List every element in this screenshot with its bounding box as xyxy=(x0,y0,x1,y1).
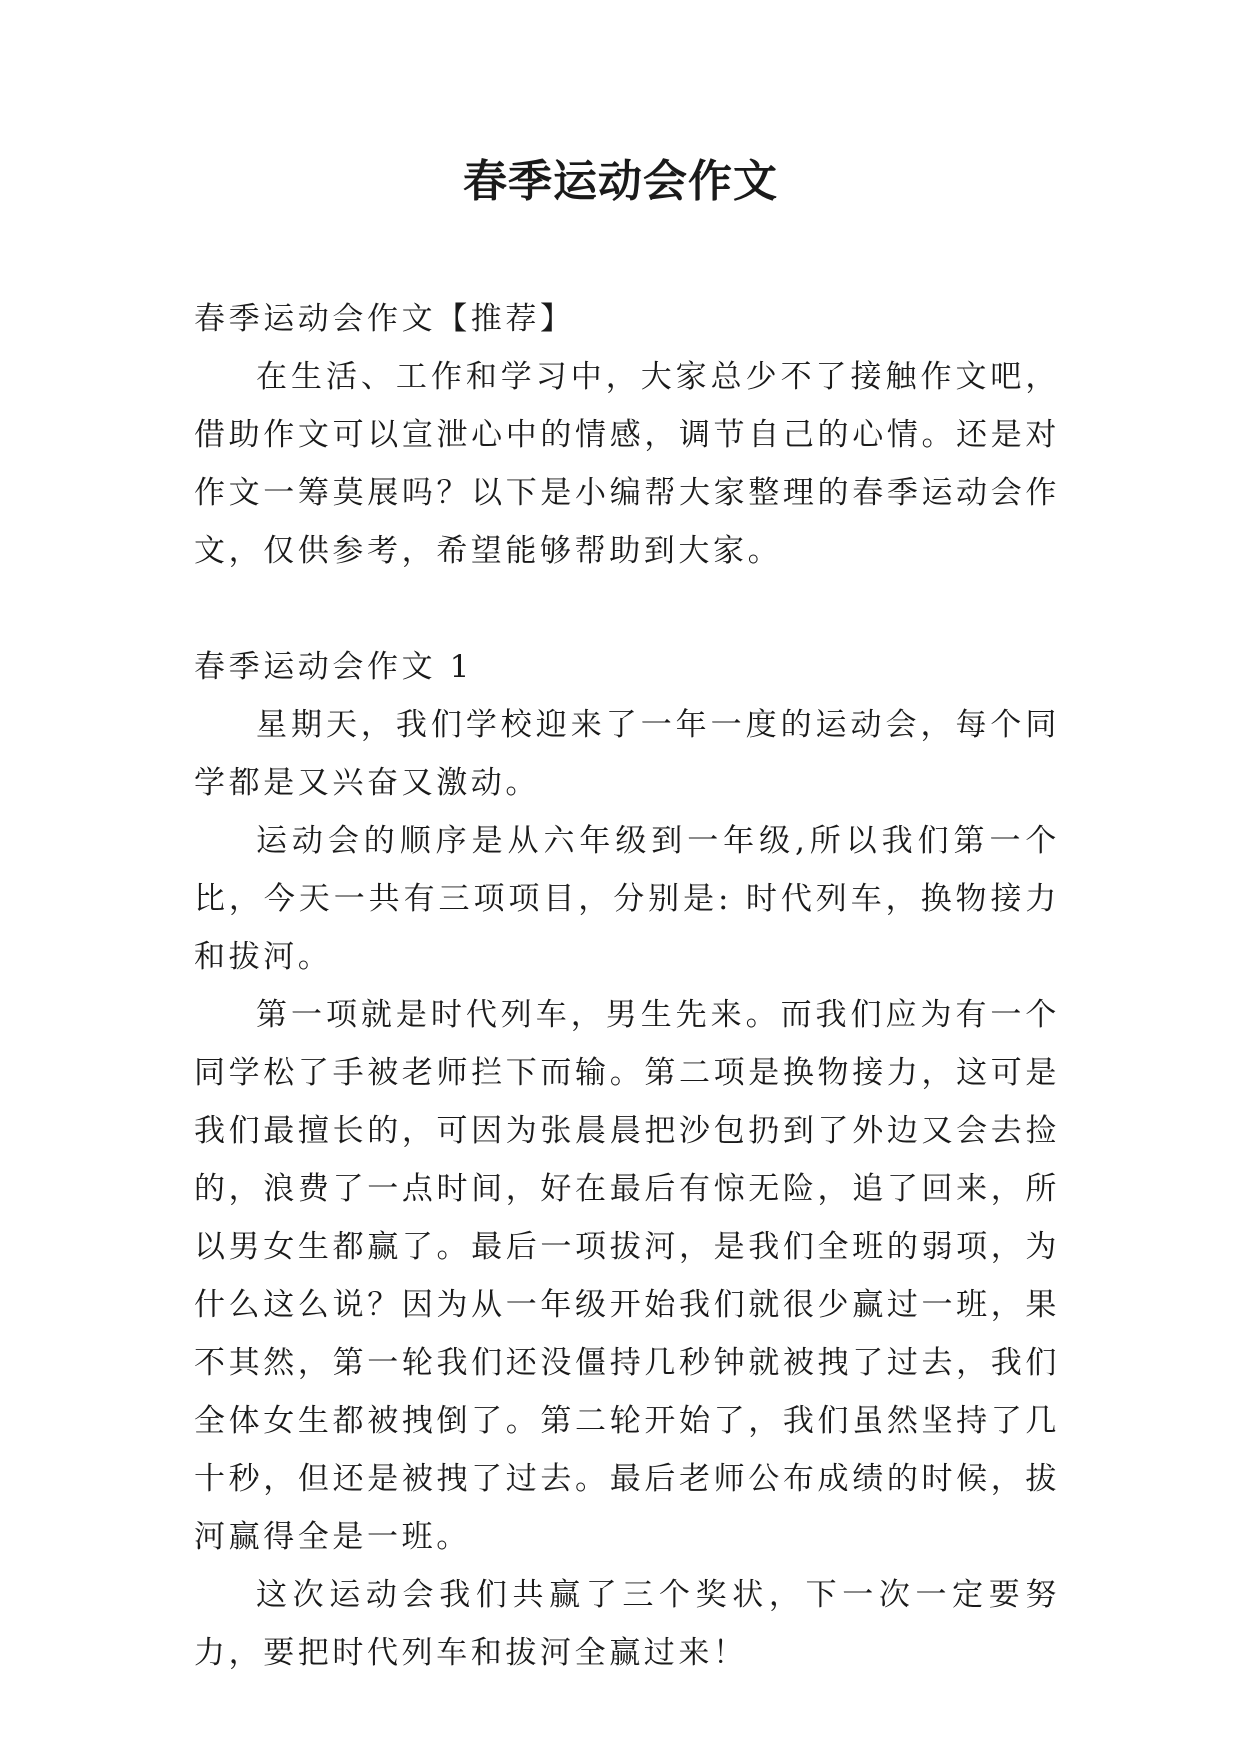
document-body xyxy=(194,290,1060,1682)
body-paragraph-4: 这次运动会我们共赢了三个奖状，下一次一定要努力，要把时代列车和拔河全赢过来！ xyxy=(194,1577,1060,1671)
body-paragraph-1: 星期天，我们学校迎来了一年一度的运动会，每个同学都是又兴奋又激动。 xyxy=(194,707,1060,801)
subtitle-heading: 春季运动会作文【推荐】 xyxy=(194,301,575,337)
body-paragraph-3: 第一项就是时代列车，男生先来。而我们应为有一个同学松了手被老师拦下而输。第二项是换物接力，这可是我们最擅长的，可因为张晨晨把沙包扔到了外边又会去捡的，浪费了一点时间，好在最后有惊无险，追了回来，所以男女生都赢了。最后一项拔河，是我们全班的弱项，为什么这么说？因为从一年级开始我们就很少赢过一班，果不其然，第一轮我们还没僵持几秒钟就被拽了过去，我们全体女生都被拽倒了。第二轮开始了，我们虽然坚持了几十秒，但还是被拽了过去。最后老师公布成绩的时候，拔河赢得全是一班。 xyxy=(194,997,1060,1555)
section-heading: 春季运动会作文 1 xyxy=(194,649,473,685)
document-title: 春季运动会作文 xyxy=(463,156,778,207)
body-paragraph-2: 运动会的顺序是从六年级到一年级,所以我们第一个比，今天一共有三项项目，分别是: 时代列车，换物接力和拔河。 xyxy=(194,823,1060,975)
intro-paragraph: 在生活、工作和学习中，大家总少不了接触作文吧，借助作文可以宣泄心中的情感，调节自己的心情。还是对作文一筹莫展吗？以下是小编帮大家整理的春季运动会作文，仅供参考，希望能够帮助到大家。 xyxy=(194,359,1060,569)
section-spacer xyxy=(194,580,1060,638)
